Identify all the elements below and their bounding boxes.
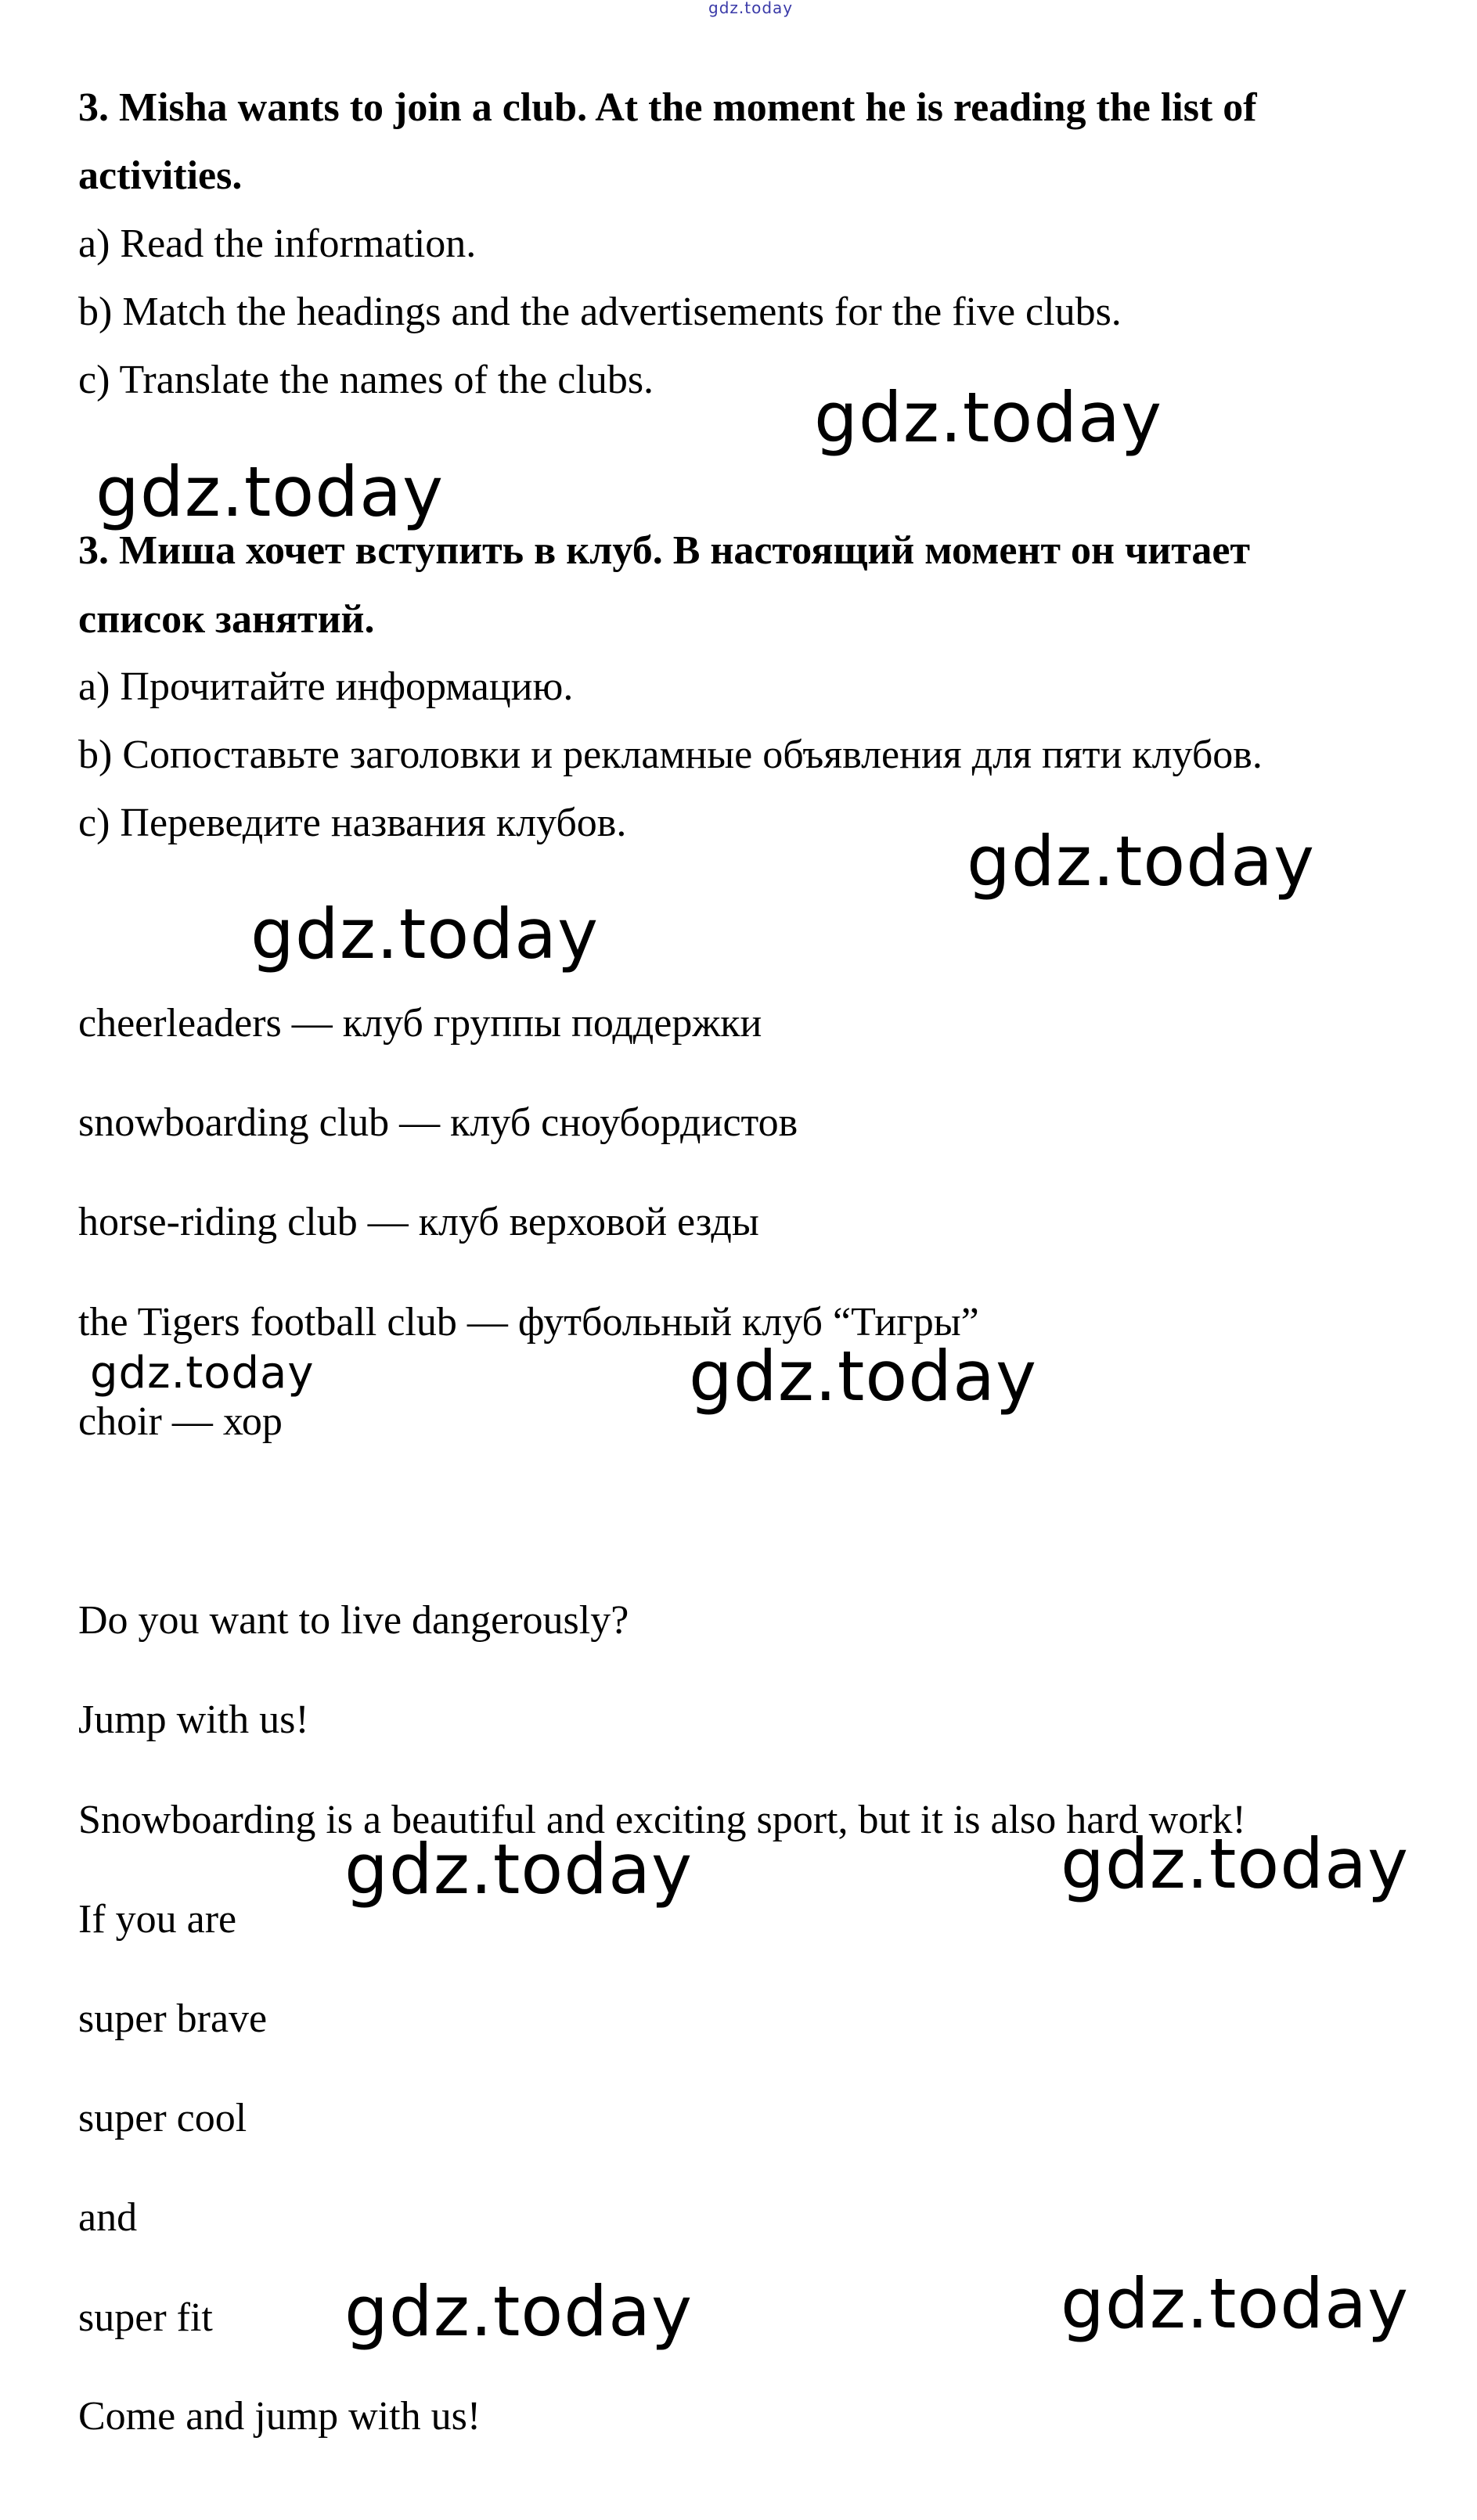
watermark: gdz.today xyxy=(344,1829,693,1910)
advert-line: and xyxy=(78,2195,138,2240)
advert-line: super cool xyxy=(78,2096,247,2140)
task-item-a-en: a) Read the information. xyxy=(78,221,477,266)
watermark: gdz.today xyxy=(95,452,445,532)
advert-line: Do you want to live dangerously? xyxy=(78,1598,629,1643)
watermark: gdz.today xyxy=(1061,1823,1410,1904)
advert-line: If you are xyxy=(78,1897,237,1942)
task-title-ru-line1: 3. Миша хочет вступить в клуб. В настоящий момент он читает xyxy=(78,528,1251,573)
task-item-b-ru: b) Сопоставьте заголовки и рекламные объявления для пяти клубов. xyxy=(78,733,1263,777)
task-item-b-en: b) Match the headings and the advertisements for the five clubs. xyxy=(78,290,1122,334)
task-title-en-line2: activities. xyxy=(78,153,243,198)
watermark: gdz.today xyxy=(689,1336,1038,1417)
watermark: gdz.today xyxy=(967,821,1316,902)
club-item: cheerleaders — клуб группы поддержки xyxy=(78,1001,762,1046)
club-item: choir — хор xyxy=(78,1399,283,1444)
task-title-ru-line2: список занятий. xyxy=(78,597,375,642)
task-title-en-line1: 3. Misha wants to join a club. At the moment he is reading the list of xyxy=(78,85,1257,130)
advert-line: Come and jump with us! xyxy=(78,2394,481,2439)
watermark: gdz.today xyxy=(250,894,600,974)
advert-line: super fit xyxy=(78,2295,213,2340)
task-item-c-ru: c) Переведите названия клубов. xyxy=(78,801,627,845)
club-item: horse-riding club — клуб верховой езды xyxy=(78,1200,759,1244)
task-item-a-ru: a) Прочитайте информацию. xyxy=(78,664,574,709)
advert-line: super brave xyxy=(78,1996,268,2041)
task-item-c-en: c) Translate the names of the clubs. xyxy=(78,358,654,402)
advert-line: Jump with us! xyxy=(78,1697,309,1742)
club-item: snowboarding club — клуб сноубордистов xyxy=(78,1100,798,1145)
header-watermark: gdz.today xyxy=(708,0,794,17)
watermark: gdz.today xyxy=(814,377,1163,458)
advert-line: Snowboarding is a beautiful and exciting sport, but it is also hard work! xyxy=(78,1798,1246,1842)
watermark: gdz.today xyxy=(344,2271,693,2352)
watermark: gdz.today xyxy=(1061,2263,1410,2344)
club-item: the Tigers football club — футбольный клуб “Тигры” xyxy=(78,1300,979,1345)
watermark: gdz.today xyxy=(90,1348,315,1399)
